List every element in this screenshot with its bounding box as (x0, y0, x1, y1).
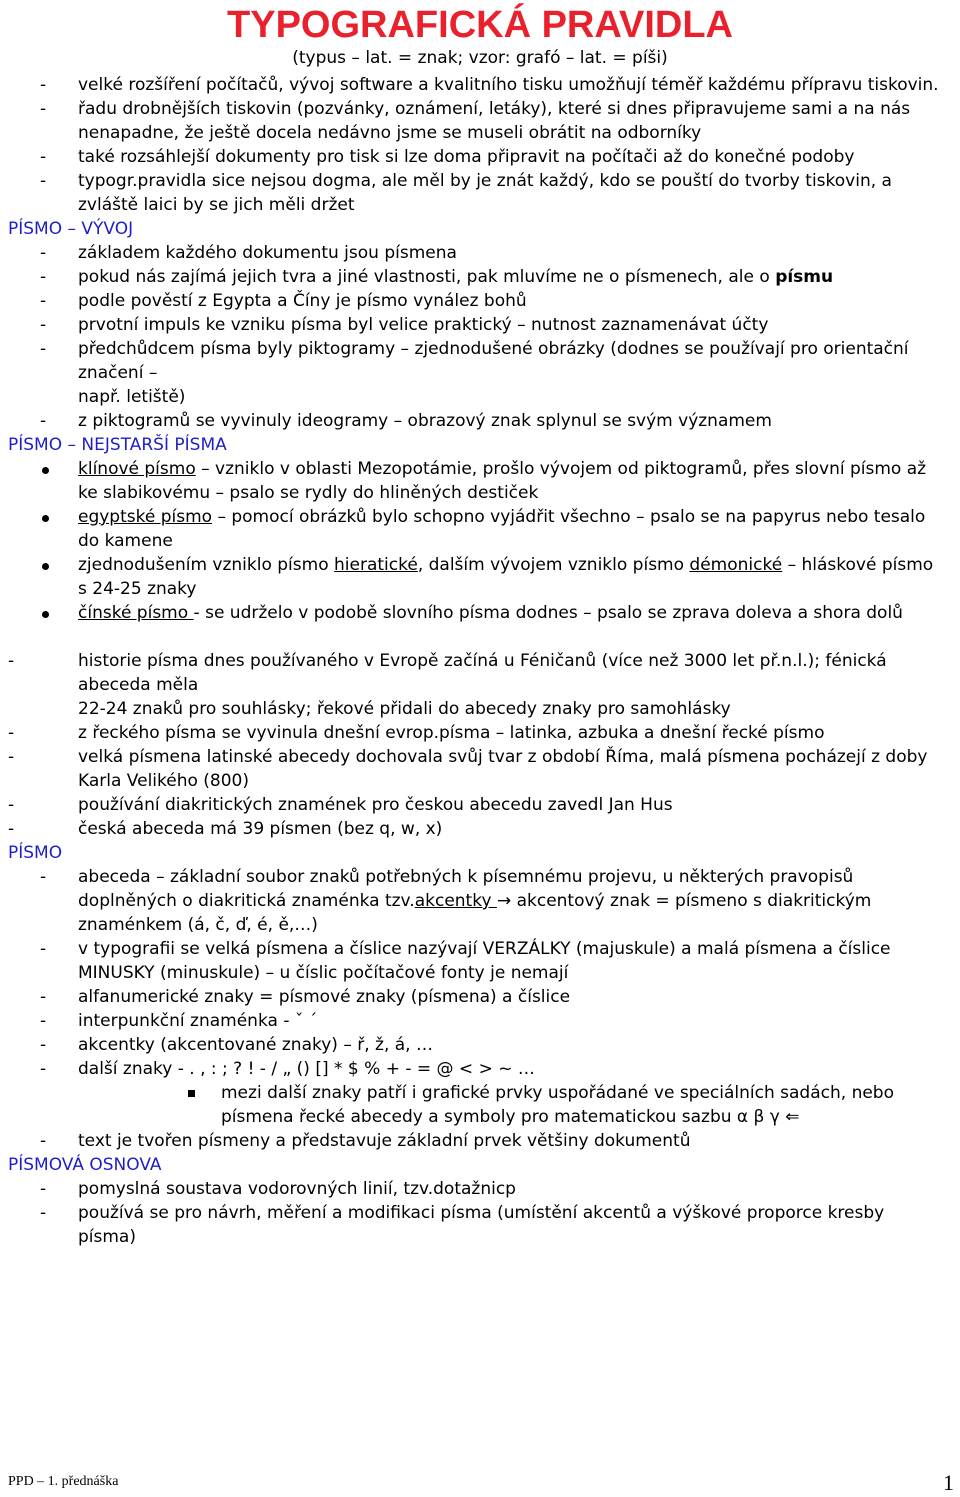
page-title: TYPOGRAFICKÁ PRAVIDLA (227, 4, 733, 46)
list-item: - používání diakritických znamének pro českou abecedu zavedl Jan Hus (8, 795, 673, 815)
list-item-cont: písma) (78, 1227, 136, 1247)
list-item: - alfanumerické znaky = písmové znaky (písmena) a číslice (40, 987, 571, 1007)
section-heading-vyvoj: PÍSMO – VÝVOJ (8, 219, 134, 239)
list-item: - také rozsáhlejší dokumenty pro tisk si lze doma připravit na počítači až do konečné podoby (40, 147, 855, 167)
list-item: - pokud nás zajímá jejich tvra a jiné vlastnosti, pak mluvíme ne o písmenech, ale o písmu (40, 267, 834, 287)
list-item: - základem každého dokumentu jsou písmena (40, 243, 457, 263)
list-item-cont: abeceda měla (78, 675, 199, 695)
list-item-cont: doplněných o diakritická znaménka tzv.akcentky → akcentový znak = písmeno s diakritickým (78, 891, 872, 911)
list-item-cont: MINUSKY (minuskule) – u číslic počítačové fonty je nemají (78, 963, 569, 983)
list-item: - z řeckého písma se vyvinula dnešní evrop.písma – latinka, azbuka a dnešní řecké písmo (8, 723, 825, 743)
list-item-cont: 22-24 znaků pro souhlásky; řekové přidali do abecedy znaky pro samohlásky (78, 699, 731, 719)
bullet-item: zjednodušením vzniklo písmo hieratické, dalším vývojem vzniklo písmo démonické – hláskové písmo (0, 554, 960, 576)
list-item: - z piktogramů se vyvinuly ideogramy – obrazový znak splynul se svým významem (40, 411, 772, 431)
bullet-item-cont: do kamene (78, 531, 173, 551)
list-item: - prvotní impuls ke vzniku písma byl velice praktický – nutnost zaznamenávat účty (40, 315, 769, 335)
list-item: - další znaky - . , : ; ? ! - / „ () [] * $ % + - = @ < > ~ … (40, 1059, 535, 1079)
list-item-cont: Karla Velikého (800) (78, 771, 250, 791)
list-item: - řadu drobnějších tiskovin (pozvánky, oznámení, letáky), které si dnes připravujeme sami a na nás (40, 99, 911, 119)
page-number: 1 (943, 1470, 954, 1495)
section-heading-osnova: PÍSMOVÁ OSNOVA (8, 1155, 162, 1175)
bullet-item: egyptské písmo – pomocí obrázků bylo schopno vyjádřit všechno – psalo se na papyrus nebo tesalo (0, 506, 960, 528)
list-item: - velké rozšíření počítačů, vývoj software a kvalitního tisku umožňují téměř každému přípravu tiskovin. (40, 75, 939, 95)
list-item: - abeceda – základní soubor znaků potřebných k písemnému projevu, u některých pravopisů (40, 867, 854, 887)
list-item-cont: nenapadne, že ještě docela nedávno jsme se museli obrátit na odborníky (78, 123, 702, 143)
sub-bullet-item-cont: písmena řecké abecedy a symboly pro matematickou sazbu α β γ ⇐ (221, 1107, 800, 1127)
bullet-icon (42, 467, 49, 474)
bullet-item-cont: ke slabikovému – psalo se rydly do hliněných destiček (78, 483, 539, 503)
list-item: - předchůdcem písma byly piktogramy – zjednodušené obrázky (dodnes se používají pro orientační (40, 339, 909, 359)
list-item: - akcentky (akcentované znaky) – ř, ž, á, … (40, 1035, 433, 1055)
list-item: - pomyslná soustava vodorovných linií, tzv.dotažnicp (40, 1179, 516, 1199)
subtitle: (typus – lat. = znak; vzor: grafó – lat. = píši) (292, 48, 668, 68)
bullet-icon (42, 515, 49, 522)
section-heading-pismo: PÍSMO (8, 843, 63, 863)
list-item: - text je tvořen písmeny a představuje základní prvek většiny dokumentů (40, 1131, 691, 1151)
list-item-cont: např. letiště) (78, 387, 186, 407)
list-item: - podle pověstí z Egypta a Číny je písmo vynález bohů (40, 291, 527, 311)
list-item: - česká abeceda má 39 písmen (bez q, w, x) (8, 819, 443, 839)
list-item-cont: znaménkem (á, č, ď, é, ě,…) (78, 915, 318, 935)
section-heading-nejstarsi: PÍSMO – NEJSTARŠÍ PÍSMA (8, 435, 227, 455)
bullet-icon (42, 563, 49, 570)
arrow-right-icon: → (496, 891, 512, 911)
list-item: - typogr.pravidla sice nejsou dogma, ale měl by je znát každý, kdo se pouští do tvorby tiskovin, a (40, 171, 892, 191)
bullet-item: čínské písmo - se udrželo v podobě slovního písma dodnes – psalo se zprava doleva a shora dolů (0, 602, 960, 624)
bullet-icon (42, 611, 49, 618)
footer-label: PPD – 1. přednáška (8, 1474, 119, 1489)
bullet-item-cont: s 24-25 znaky (78, 579, 197, 599)
list-item: - v typografii se velká písmena a číslice nazývají VERZÁLKY (majuskule) a malá písmena a číslice (40, 939, 891, 959)
list-item: - velká písmena latinské abecedy dochovala svůj tvar z období Říma, malá písmena pocházejí z doby (8, 747, 928, 767)
bullet-item: klínové písmo – vzniklo v oblasti Mezopotámie, prošlo vývojem od piktogramů, přes slovní písmo až (0, 458, 960, 480)
sub-bullet-item: mezi další znaky patří i grafické prvky uspořádané ve speciálních sadách, nebo (0, 1082, 960, 1104)
square-bullet-icon (188, 1090, 195, 1097)
list-item-cont: značení – (78, 363, 158, 383)
list-item: - používá se pro návrh, měření a modifikaci písma (umístění akcentů a výškové proporce kresby (40, 1203, 885, 1223)
list-item-cont: zvláště laici by se jich měli držet (78, 195, 355, 215)
list-item: - historie písma dnes používaného v Evropě začíná u Féničanů (více než 3000 let př.n.l.); fénická (8, 651, 887, 671)
list-item: - interpunkční znaménka - ˇ ´ (40, 1011, 318, 1031)
